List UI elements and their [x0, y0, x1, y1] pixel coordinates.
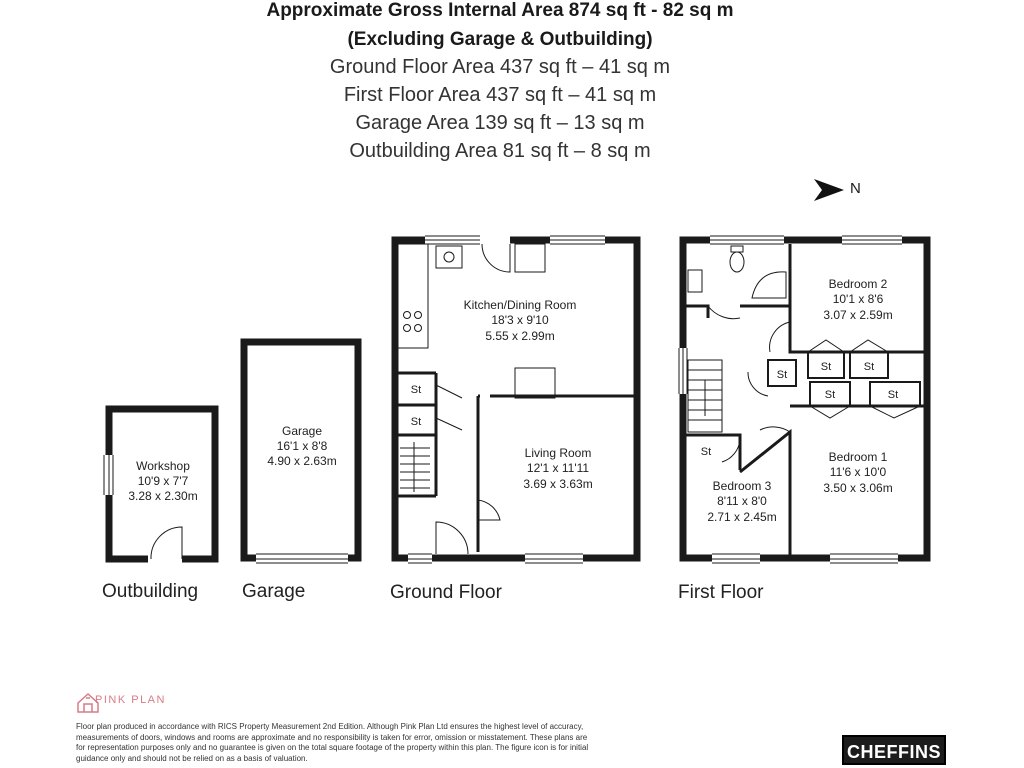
first-floor-label: First Floor [678, 582, 764, 603]
cheffins-logo: CHEFFINS [842, 735, 946, 765]
bedroom1-metric: 3.50 x 3.06m [823, 481, 893, 495]
workshop-imperial: 10'9 x 7'7 [137, 474, 189, 488]
store-label: St [410, 384, 422, 396]
store-label: St [863, 361, 875, 373]
workshop-name: Workshop [136, 459, 190, 473]
bedroom3-imperial: 8'11 x 8'0 [717, 494, 767, 508]
gross-area-title: Approximate Gross Internal Area 874 sq ft - 82 sq m [266, 0, 734, 21]
living-imperial: 12'1 x 11'11 [526, 461, 590, 475]
living-metric: 3.69 x 3.63m [523, 477, 593, 491]
store-label: St [824, 389, 836, 401]
living-name: Living Room [524, 446, 592, 460]
kitchen-imperial: 18'3 x 9'10 [491, 313, 549, 327]
pink-plan-brand: PINK PLAN [95, 694, 166, 706]
garage-imperial: 16'1 x 8'8 [276, 439, 328, 453]
bedroom1-imperial: 11'6 x 10'0 [829, 465, 887, 479]
bedroom1-name: Bedroom 1 [828, 450, 888, 464]
bedroom2-metric: 3.07 x 2.59m [823, 308, 893, 322]
bedroom3-name: Bedroom 3 [712, 479, 772, 493]
store-label: St [700, 446, 712, 458]
garage-floor-label: Garage [242, 581, 306, 602]
garage-area: Garage Area 139 sq ft – 13 sq m [355, 112, 645, 134]
north-label: N [850, 180, 861, 197]
ground-floor-label: Ground Floor [390, 582, 502, 603]
garage-name: Garage [281, 424, 323, 438]
store-label: St [410, 416, 422, 428]
store-label: St [887, 389, 899, 401]
bedroom2-imperial: 10'1 x 8'6 [832, 292, 884, 306]
gross-area-subtitle: (Excluding Garage & Outbuilding) [347, 29, 653, 50]
bedroom3-metric: 2.71 x 2.45m [707, 510, 777, 524]
bedroom2-name: Bedroom 2 [828, 277, 888, 291]
workshop-metric: 3.28 x 2.30m [128, 489, 198, 503]
ground-floor-area: Ground Floor Area 437 sq ft – 41 sq m [329, 56, 671, 78]
store-label: St [820, 361, 832, 373]
outbuilding-label: Outbuilding [102, 581, 199, 602]
garage-metric: 4.90 x 2.63m [267, 454, 337, 468]
first-floor-area: First Floor Area 437 sq ft – 41 sq m [343, 84, 657, 106]
kitchen-metric: 5.55 x 2.99m [485, 329, 555, 343]
outbuilding-area: Outbuilding Area 81 sq ft – 8 sq m [349, 140, 651, 162]
store-label: St [776, 369, 788, 381]
kitchen-name: Kitchen/Dining Room [463, 298, 577, 312]
ground-floor-plan [395, 235, 637, 563]
disclaimer-text: Floor plan produced in accordance with RICS Property Measurement 2nd Edition. Although Pink Plan Ltd ensures the highest level of accuracy, measurements of doors, windows and rooms are approximate and no responsibility is taken for error, omission or misstatement. These plans are for representation purposes only and no guarantee is given on the total square footage of the property within this plan. The figure icon is for initial guidance only and should not be relied on as a basis of valuation. [76, 722, 589, 763]
